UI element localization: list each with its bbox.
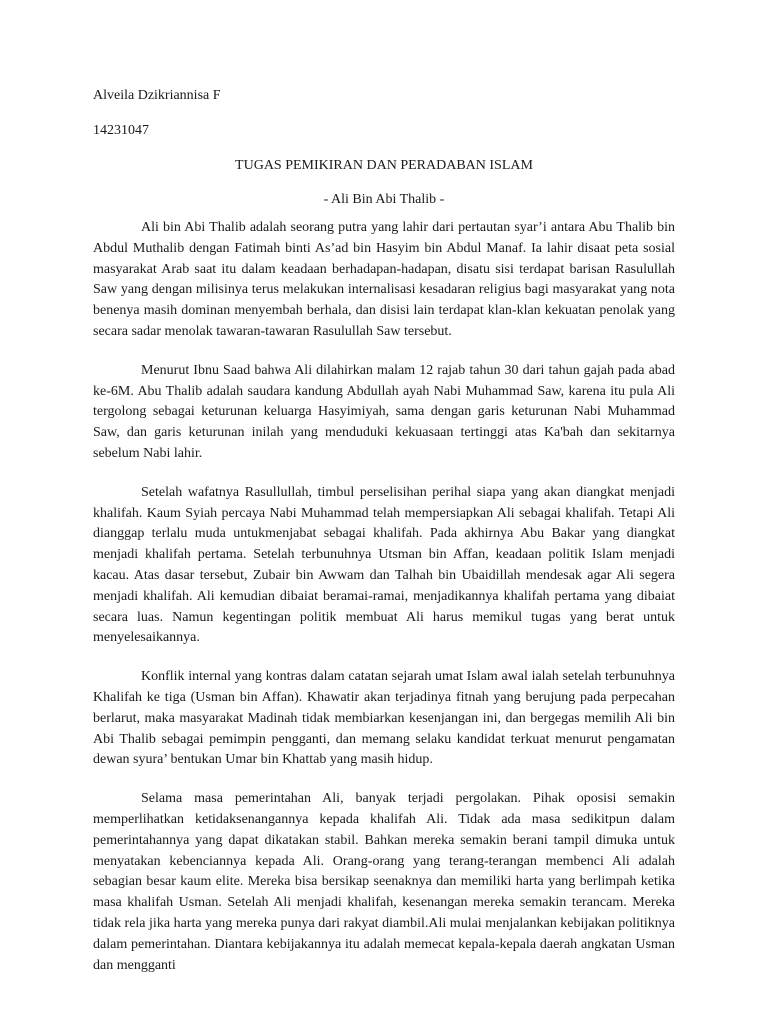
document-subtitle: - Ali Bin Abi Thalib -	[323, 192, 445, 207]
author-name: Alveila Dzikriannisa F	[93, 88, 221, 103]
paragraph-5: Selama masa pemerintahan Ali, banyak terjadi pergolakan. Pihak oposisi semakin memperlihatkan ketidaksenangannya kepada khalifah Ali. Tidak ada masa sedikitpun dalam pemerintahannya yang dapat dikatakan stabil. Bahkan mereka semakin berani tampil dimuka untuk menyatakan kebenciannya kepada Ali. Orang-orang yang terang-terangan membenci Ali adalah sebagian besar kaum elite. Mereka bisa bersikap seenaknya dan memiliki harta yang berlimpah ketika masa khalifah Usman. Setelah Ali menjadi khalifah, kesenangan mereka semakin terancam. Mereka tidak rela jika harta yang mereka punya dari rakyat diambil.Ali mulai menjalankan kebijakan politiknya dalam pemerintahan. Diantara kebijakannya itu adalah memecat kepala-kepala daerah angkatan Usman dan mengganti	[93, 791, 675, 973]
paragraph-3: Setelah wafatnya Rasullullah, timbul perselisihan perihal siapa yang akan diangkat menjadi khalifah. Kaum Syiah percaya Nabi Muhammad telah mempersiapkan Ali sebagai khalifah. Tetapi Ali dianggap terlalu muda untukmenjabat sebagai khalifah. Pada akhirnya Abu Bakar yang diangkat menjadi khalifah pertama. Setelah terbunuhnya Utsman bin Affan, keadaan politik Islam menjadi kacau. Atas dasar tersebut, Zubair bin Awwam dan Talhah bin Ubaidillah mendesak agar Ali segera menjadi khalifah. Ali kemudian dibaiat beramai-ramai, menjadikannya khalifah pertama yang dibaiat secara luas. Namun kegentingan politik membuat Ali harus memikul tugas yang berat untuk menyelesaikannya.	[93, 484, 675, 646]
document-title: TUGAS PEMIKIRAN DAN PERADABAN ISLAM	[235, 158, 533, 173]
student-id: 14231047	[93, 123, 149, 138]
document-body	[93, 85, 675, 976]
paragraph-1: Ali bin Abi Thalib adalah seorang putra yang lahir dari pertautan syar’i antara Abu Thalib bin Abdul Muthalib dengan Fatimah binti As’ad bin Hasyim bin Abdul Manaf. Ia lahir disaat peta sosial masyarakat Arab saat itu dalam keadaan berhadapan-hadapan, disatu sisi terdapat barisan Rasulullah Saw yang dengan milisinya terus melakukan internalisasi kesadaran religius bagi masyarakat yang nota benenya masih dominan menyembah berhala, dan disisi lain terdapat klan-klan kekuatan penolak yang secara sadar menolak tawaran-tawaran Rasulullah Saw tersebut.	[93, 220, 675, 339]
paragraph-4: Konflik internal yang kontras dalam catatan sejarah umat Islam awal ialah setelah terbunuhnya Khalifah ke tiga (Usman bin Affan). Khawatir akan terjadinya fitnah yang berujung pada perpecahan berlarut, maka masyarakat Madinah tidak membiarkan kesenjangan ini, dan bergegas memilih Ali bin Abi Thalib sebagai pemimpin pengganti, dan memang selaku kandidat terkuat menurut pengamatan dewan syura’ bentukan Umar bin Khattab yang masih hidup.	[93, 669, 675, 768]
paragraph-2: Menurut Ibnu Saad bahwa Ali dilahirkan malam 12 rajab tahun 30 dari tahun gajah pada abad ke-6M. Abu Thalib adalah saudara kandung Abdullah ayah Nabi Muhammad Saw, karena itu pula Ali tergolong sebagai keturunan keluarga Hasyimiyah, sama dengan garis keturunan Nabi Muhammad Saw, dan garis keturunan inilah yang menduduki kekuasaan tertinggi atas Ka'bah dan sekitarnya sebelum Nabi lahir.	[93, 362, 675, 461]
